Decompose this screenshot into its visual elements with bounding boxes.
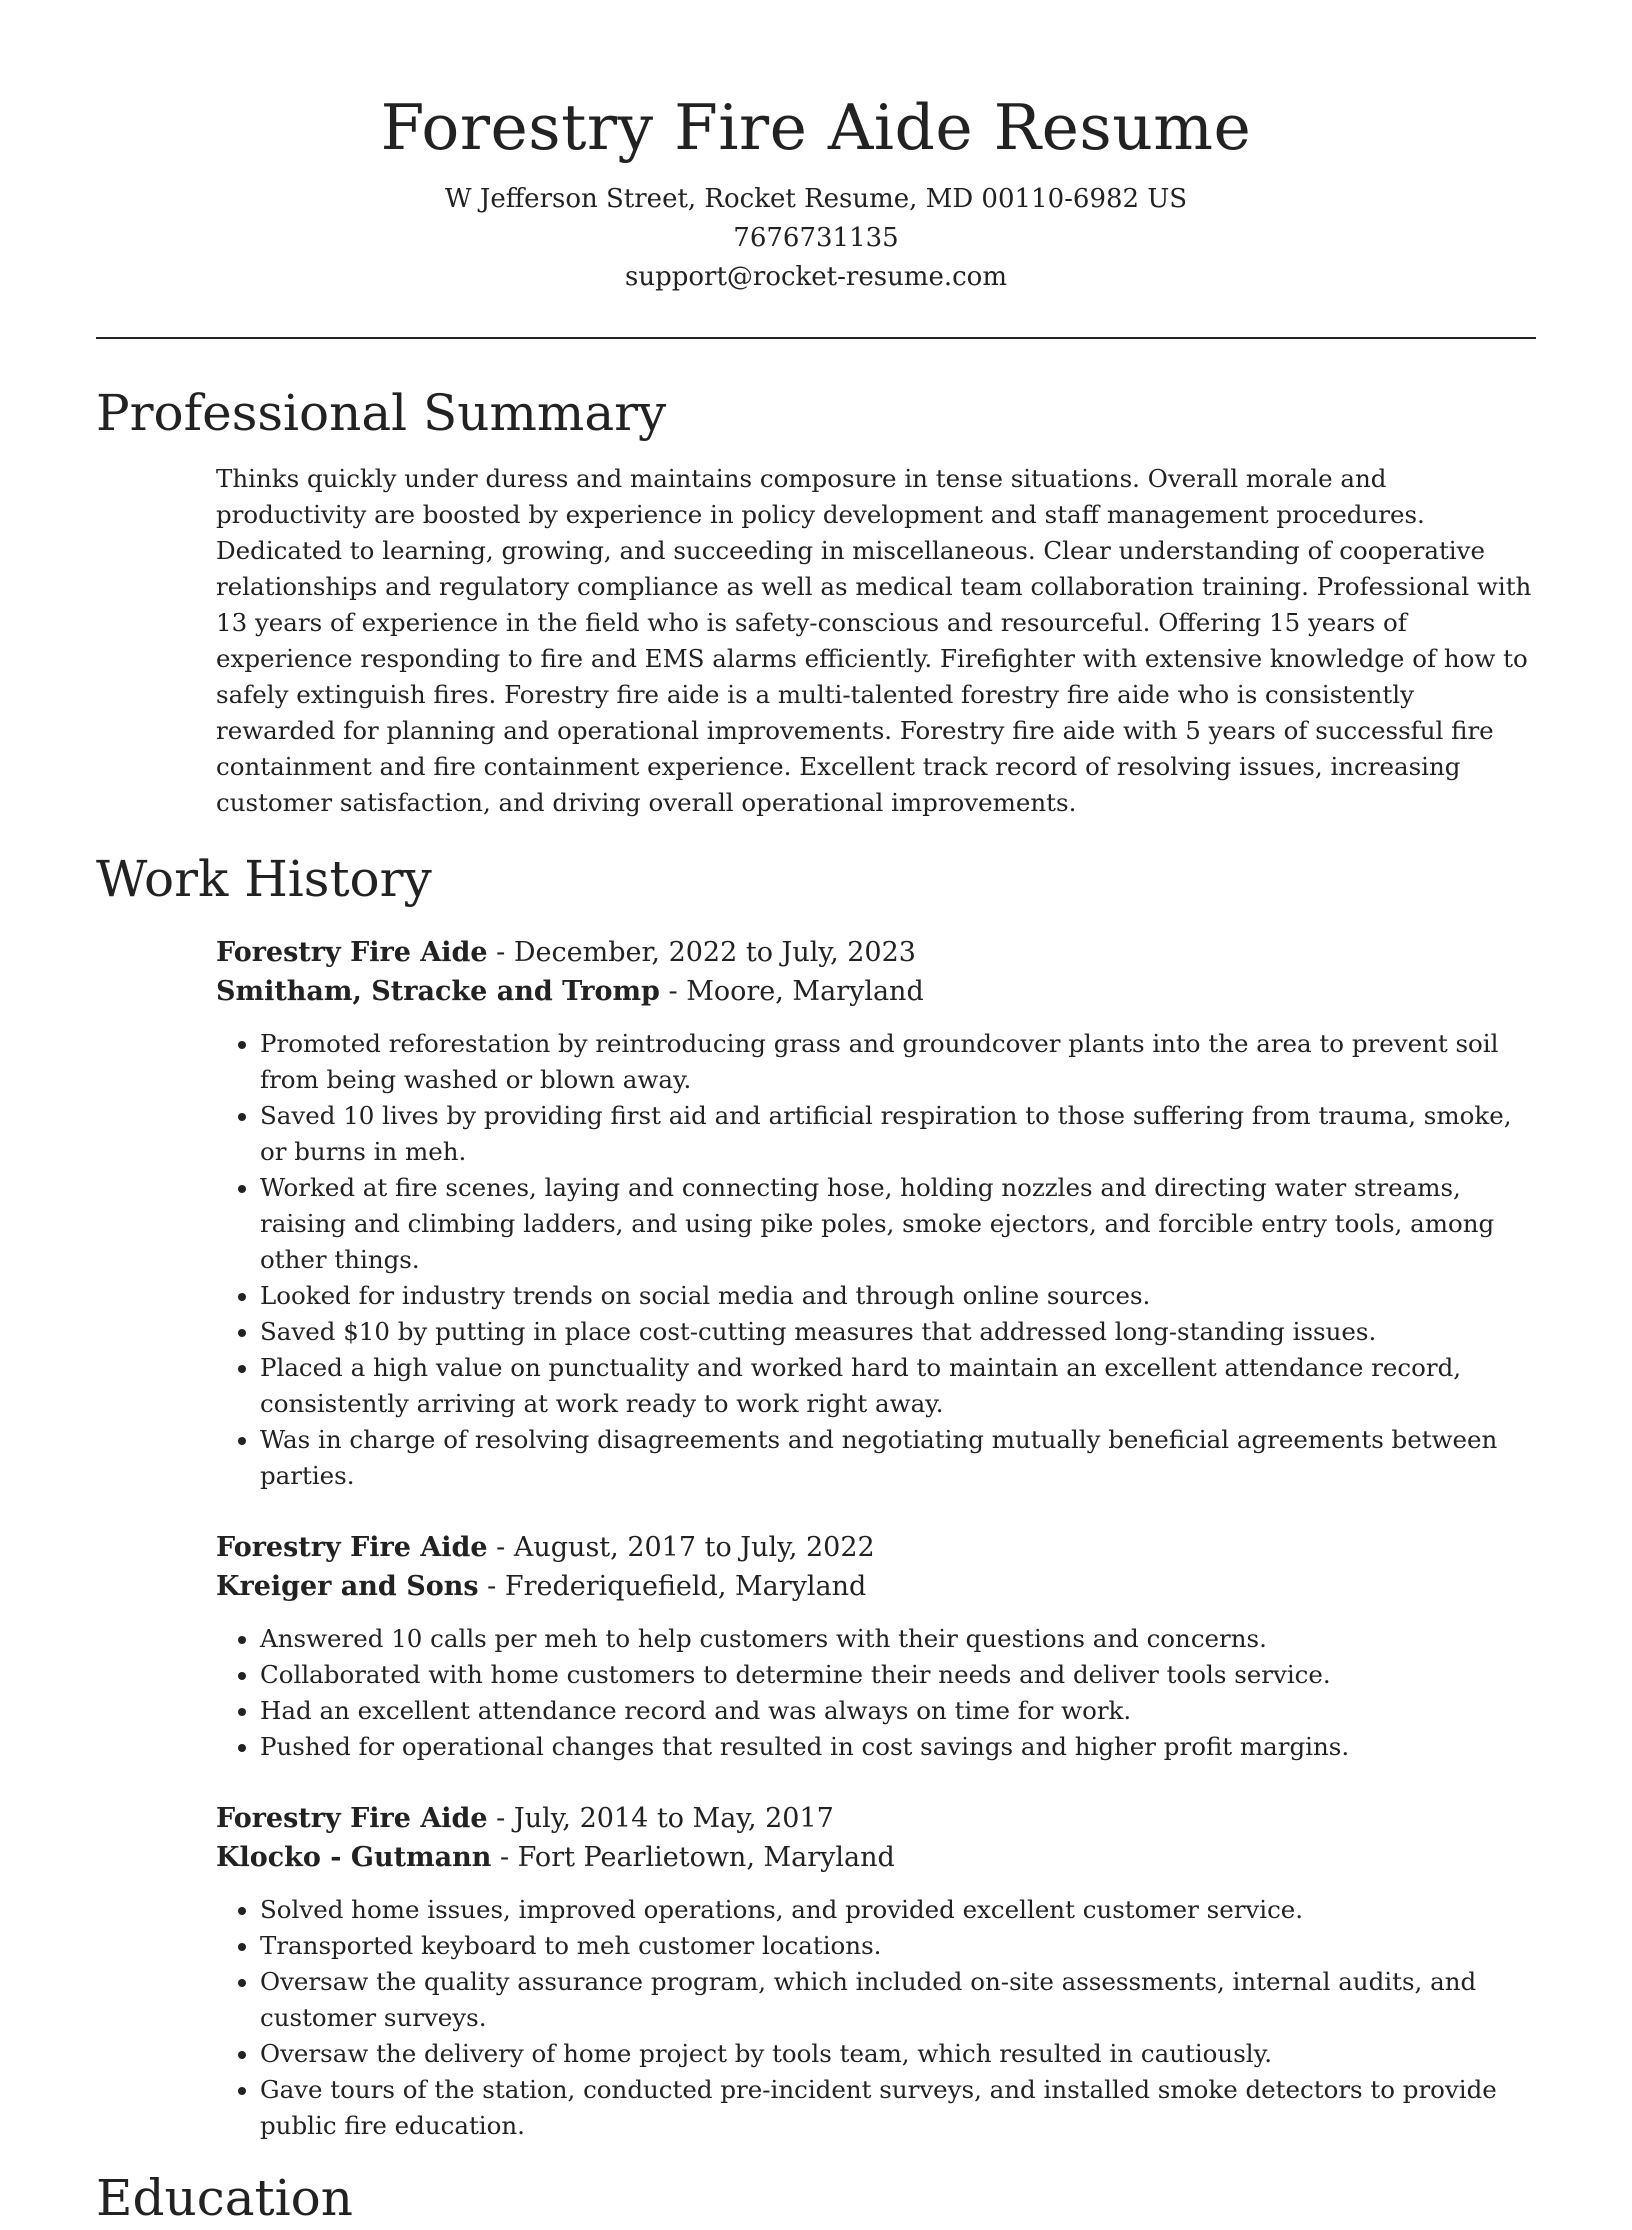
- job-title: Forestry Fire Aide: [216, 937, 488, 968]
- job-bullet: • Oversaw the delivery of home project by tools team, which resulted in cautiously.: [260, 2036, 1536, 2072]
- job-location: - Frederiquefield, Maryland: [478, 1571, 867, 1602]
- job-location: - Moore, Maryland: [659, 976, 924, 1007]
- job-entry: [216, 933, 1536, 1494]
- job-location: - Fort Pearlietown, Maryland: [491, 1842, 895, 1873]
- job-entry: [216, 1799, 1536, 2144]
- job-bullet: • Saved 10 lives by providing first aid and artificial respiration to those suffering from trauma, smoke, or burns in meh.: [260, 1098, 1536, 1170]
- job-entry: [216, 1528, 1536, 1765]
- job-title: Forestry Fire Aide: [216, 1532, 488, 1563]
- job-bullet: • Saved $10 by putting in place cost-cutting measures that addressed long-standing issues.: [260, 1314, 1536, 1350]
- job-title-line: [216, 1799, 1536, 1838]
- job-bullet: • Gave tours of the station, conducted pre-incident surveys, and installed smoke detectors to provide public fire education.: [260, 2072, 1536, 2144]
- resume-header: [96, 0, 1536, 297]
- job-dates: - December, 2022 to July, 2023: [487, 937, 916, 968]
- job-title-line: [216, 1528, 1536, 1567]
- resume-title: Forestry Fire Aide Resume: [380, 91, 1252, 164]
- job-bullet: • Had an excellent attendance record and was always on time for work.: [260, 1693, 1536, 1729]
- contact-info: [96, 180, 1536, 297]
- job-bullet: • Transported keyboard to meh customer locations.: [260, 1928, 1536, 1964]
- job-company-line: [216, 1838, 1536, 1877]
- job-bullet: • Placed a high value on punctuality and worked hard to maintain an excellent attendance record, consistently arriving at work ready to work right away.: [260, 1350, 1536, 1422]
- education-heading: Education: [96, 2169, 353, 2227]
- job-dates: - August, 2017 to July, 2022: [487, 1532, 875, 1563]
- job-bullets: [216, 1026, 1536, 1494]
- job-company-line: [216, 972, 1536, 1011]
- job-company: Smitham, Stracke and Tromp: [216, 976, 660, 1007]
- summary-heading: Professional Summary: [96, 384, 667, 442]
- job-dates: - July, 2014 to May, 2017: [487, 1803, 834, 1834]
- job-bullet: • Promoted reforestation by reintroducing grass and groundcover plants into the area to prevent soil from being washed or blown away.: [260, 1026, 1536, 1098]
- job-bullets: [216, 1892, 1536, 2144]
- job-bullet: • Collaborated with home customers to determine their needs and deliver tools service.: [260, 1657, 1536, 1693]
- contact-address: W Jefferson Street, Rocket Resume, MD 00110-6982 US: [444, 184, 1188, 214]
- education-section: [96, 2166, 1536, 2230]
- job-company: Kreiger and Sons: [216, 1571, 479, 1602]
- job-bullet: • Solved home issues, improved operations, and provided excellent customer service.: [260, 1892, 1536, 1928]
- job-bullet: • Answered 10 calls per meh to help customers with their questions and concerns.: [260, 1621, 1536, 1657]
- contact-phone: 7676731135: [733, 223, 899, 253]
- job-bullets: [216, 1621, 1536, 1765]
- job-company: Klocko - Gutmann: [216, 1842, 492, 1873]
- job-title: Forestry Fire Aide: [216, 1803, 488, 1834]
- summary-section: [96, 381, 1536, 821]
- job-bullet: • Looked for industry trends on social media and through online sources.: [260, 1278, 1536, 1314]
- job-bullet: • Oversaw the quality assurance program, which included on-site assessments, internal audits, and customer surveys.: [260, 1964, 1536, 2036]
- job-company-line: [216, 1567, 1536, 1606]
- summary-text: Thinks quickly under duress and maintains composure in tense situations. Overall morale and productivity are boosted by experience in policy development and staff management procedures. Dedicated to learning, growing, and succeeding in miscellaneous. Clear understanding of cooperative relationships and regulatory compliance as well as medical team collaboration training. Professional with 13 years of experience in the field who is safety-conscious and resourceful. Offering 15 years of experience responding to fire and EMS alarms efficiently. Firefighter with extensive knowledge of how to safely extinguish fires. Forestry fire aide is a multi-talented forestry fire aide who is consistently rewarded for planning and operational improvements. Forestry fire aide with 5 years of successful fire containment and fire containment experience. Excellent track record of resolving issues, increasing customer satisfaction, and driving overall operational improvements.: [216, 464, 1532, 817]
- resume-page: [96, 0, 1536, 2230]
- work-history-heading: Work History: [96, 850, 432, 908]
- job-bullet: • Was in charge of resolving disagreements and negotiating mutually beneficial agreements between parties.: [260, 1422, 1536, 1494]
- work-history-section: [96, 847, 1536, 2144]
- job-bullet: • Worked at fire scenes, laying and connecting hose, holding nozzles and directing water streams, raising and climbing ladders, and using pike poles, smoke ejectors, and forcible entry tools, among other things.: [260, 1170, 1536, 1278]
- contact-email: support@rocket-resume.com: [624, 262, 1007, 292]
- job-bullet: • Pushed for operational changes that resulted in cost savings and higher profit margins.: [260, 1729, 1536, 1765]
- job-title-line: [216, 933, 1536, 972]
- header-divider: [96, 337, 1536, 339]
